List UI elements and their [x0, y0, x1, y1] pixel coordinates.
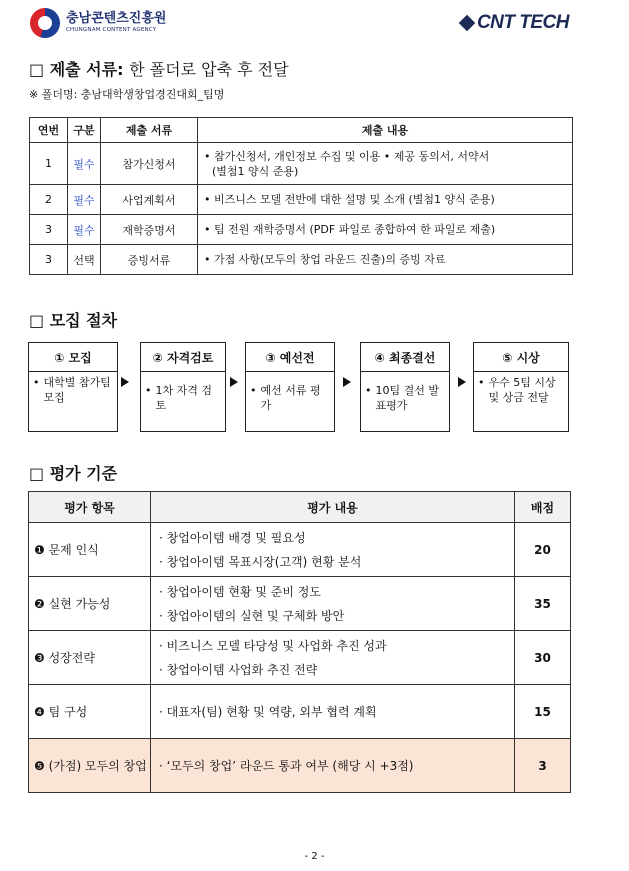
- step-text: 1차 자격 검토: [155, 384, 212, 412]
- eval-item: ❸ 성장전략: [29, 631, 151, 685]
- step-text: 우수 5팀 시상 및 상금 전달: [488, 376, 556, 404]
- bullet: •: [33, 376, 40, 389]
- row-type: 선택: [68, 245, 101, 275]
- col-header-document: 제출 서류: [101, 118, 198, 143]
- step-heading: ① 모집: [29, 343, 117, 372]
- eval-line: · 비즈니스 모델 타당성 및 사업화 추진 성과: [159, 638, 387, 653]
- eval-item: ❺ (가점) 모두의 창업: [29, 739, 151, 793]
- agency-emblem-icon: [30, 8, 60, 38]
- col-header-score: 배점: [515, 492, 571, 523]
- row-type: 필수: [68, 143, 101, 185]
- process-step-recruit: [28, 342, 118, 432]
- arrow-right-icon: [121, 377, 129, 387]
- submission-title: 제출 서류:: [49, 60, 124, 79]
- step-heading: ④ 최종결선: [361, 343, 449, 372]
- row-content-line: (별첨1 양식 준용): [212, 164, 299, 178]
- table-row-bonus: [29, 739, 571, 793]
- submission-table: [29, 117, 573, 275]
- cnt-diamond-icon: [460, 16, 474, 30]
- row-no: 1: [30, 143, 68, 185]
- step-text: 예선 서류 평가: [260, 384, 321, 412]
- step-body: [474, 372, 568, 408]
- eval-line: · 대표자(팀) 현황 및 역량, 외부 협력 계획: [159, 704, 377, 719]
- row-document: 참가신청서: [101, 143, 198, 185]
- table-row: [30, 143, 573, 185]
- eval-line: · ‘모두의 창업’ 라운드 통과 여부 (해당 시 +3점): [159, 758, 414, 773]
- cnt-tech-wordmark: CNT TECH: [476, 12, 569, 33]
- col-header-no: 연번: [30, 118, 68, 143]
- row-content: • 팀 전원 재학증명서 (PDF 파일로 종합하여 한 파일로 제출): [198, 215, 573, 245]
- step-body: [246, 372, 334, 416]
- eval-item: ❹ 팀 구성: [29, 685, 151, 739]
- eval-score: 3: [515, 739, 571, 793]
- col-header-type: 구분: [68, 118, 101, 143]
- table-row: [29, 631, 571, 685]
- eval-score: 15: [515, 685, 571, 739]
- section-marker: □: [29, 311, 45, 330]
- page-number: - 2 -: [304, 851, 325, 862]
- row-document: 증빙서류: [101, 245, 198, 275]
- col-header-content: 평가 내용: [151, 492, 515, 523]
- table-header-row: [29, 492, 571, 523]
- step-body: [361, 372, 449, 416]
- evaluation-section-title: [29, 461, 117, 484]
- folder-name-note: ※ 폴더명: 충남대학생창업경진대회_팀명: [29, 88, 225, 101]
- step-body: [29, 372, 117, 408]
- row-no: 2: [30, 185, 68, 215]
- arrow-right-icon: [458, 377, 466, 387]
- table-row: [30, 185, 573, 215]
- chungnam-content-agency-logo: [30, 8, 166, 38]
- bullet: •: [145, 384, 152, 397]
- eval-content: [151, 739, 515, 793]
- step-body: [141, 372, 225, 416]
- eval-line: · 창업아이템의 실현 및 구체화 방안: [159, 608, 345, 623]
- table-row: [29, 523, 571, 577]
- step-text: 대학별 참가팀 모집: [43, 376, 111, 404]
- eval-content: [151, 685, 515, 739]
- bullet: •: [478, 376, 485, 389]
- table-row: [29, 685, 571, 739]
- process-step-preliminary: [245, 342, 335, 432]
- row-document: 재학증명서: [101, 215, 198, 245]
- eval-content: [151, 523, 515, 577]
- logo-english-name: CHUNGNAM CONTENT AGENCY: [66, 27, 157, 33]
- row-content-line: • 참가신청서, 개인정보 수집 및 이용 • 제공 동의서, 서약서: [204, 149, 490, 163]
- step-heading: ③ 예선전: [246, 343, 334, 372]
- row-content: [198, 143, 573, 185]
- eval-line: · 창업아이템 배경 및 필요성: [159, 530, 306, 545]
- section-marker: □: [29, 60, 45, 79]
- step-text: 10팀 결선 발표평가: [375, 384, 439, 412]
- eval-content: [151, 577, 515, 631]
- process-section-title: [29, 308, 117, 331]
- row-document: 사업계획서: [101, 185, 198, 215]
- section-marker: □: [29, 464, 45, 483]
- step-heading: ⑤ 시상: [474, 343, 568, 372]
- process-step-award: [473, 342, 569, 432]
- arrow-right-icon: [230, 377, 238, 387]
- arrow-right-icon: [343, 377, 351, 387]
- bullet: •: [365, 384, 372, 397]
- table-header-row: [30, 118, 573, 143]
- eval-line: · 창업아이템 목표시장(고객) 현황 분석: [159, 554, 362, 569]
- row-type: 필수: [68, 185, 101, 215]
- eval-item: ❶ 문제 인식: [29, 523, 151, 577]
- process-step-final: [360, 342, 450, 432]
- logo-name: 충남콘텐츠진흥원: [66, 11, 167, 26]
- evaluation-title: 평가 기준: [49, 464, 118, 483]
- eval-score: 30: [515, 631, 571, 685]
- row-no: 3: [30, 215, 68, 245]
- eval-content: [151, 631, 515, 685]
- process-title: 모집 절차: [49, 311, 118, 330]
- eval-line: · 창업아이템 현황 및 준비 정도: [159, 584, 321, 599]
- table-row: [30, 245, 573, 275]
- row-content: • 가점 사항(모두의 창업 라운드 진출)의 증빙 자료: [198, 245, 573, 275]
- cnt-tech-logo: [460, 12, 569, 34]
- submission-subtitle: 한 폴더로 압축 후 전달: [129, 60, 289, 79]
- eval-line: · 창업아이템 사업화 추진 전략: [159, 662, 318, 677]
- eval-score: 20: [515, 523, 571, 577]
- row-content: • 비즈니스 모델 전반에 대한 설명 및 소개 (별첨1 양식 준용): [198, 185, 573, 215]
- bullet: •: [250, 384, 257, 397]
- evaluation-table: [28, 491, 571, 793]
- table-row: [30, 215, 573, 245]
- eval-item: ❷ 실현 가능성: [29, 577, 151, 631]
- step-heading: ② 자격검토: [141, 343, 225, 372]
- col-header-content: 제출 내용: [198, 118, 573, 143]
- row-no: 3: [30, 245, 68, 275]
- row-type: 필수: [68, 215, 101, 245]
- col-header-item: 평가 항목: [29, 492, 151, 523]
- submission-section-title: [29, 57, 289, 80]
- process-step-eligibility: [140, 342, 226, 432]
- eval-score: 35: [515, 577, 571, 631]
- table-row: [29, 577, 571, 631]
